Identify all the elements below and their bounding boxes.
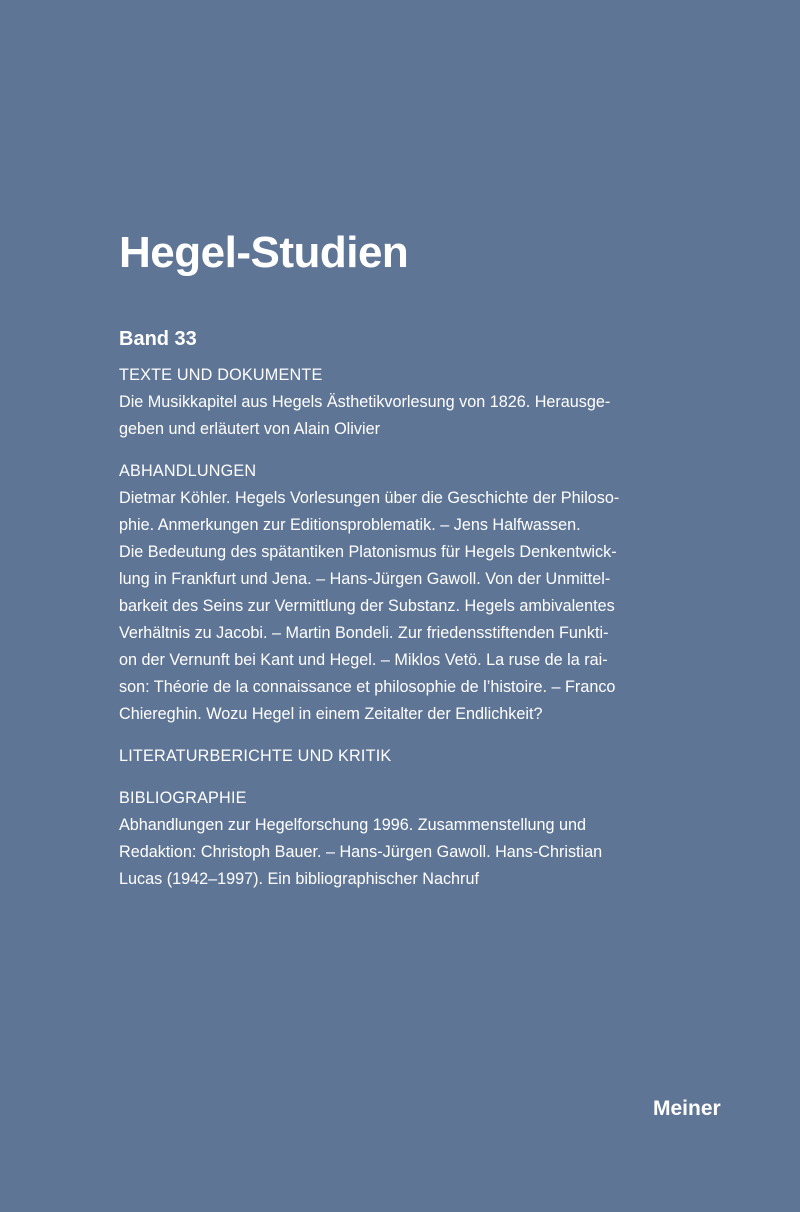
- content-line: Abhandlungen zur Hegelforschung 1996. Zusammenstellung und: [119, 816, 587, 834]
- section-heading: BIBLIOGRAPHIE: [119, 789, 247, 807]
- section-literaturberichte: [119, 743, 679, 770]
- content-line: son: Théorie de la connaissance et philosophie de l’histoire. – Franco: [119, 678, 616, 696]
- content-line: Dietmar Köhler. Hegels Vorlesungen über die Geschichte der Philoso-: [119, 489, 620, 507]
- table-of-contents: [119, 362, 679, 908]
- content-line: on der Vernunft bei Kant und Hegel. – Miklos Vetö. La ruse de la rai-: [119, 651, 608, 669]
- section-texte-und-dokumente: [119, 362, 679, 443]
- publisher-logo: Meiner: [653, 1097, 721, 1120]
- content-line: Redaktion: Christoph Bauer. – Hans-Jürgen Gawoll. Hans-Christian: [119, 843, 603, 861]
- content-line: barkeit des Seins zur Vermittlung der Substanz. Hegels ambivalentes: [119, 597, 615, 615]
- content-line: Verhältnis zu Jacobi. – Martin Bondeli. Zur friedensstiftenden Funkti-: [119, 624, 609, 642]
- content-line: geben und erläutert von Alain Olivier: [119, 420, 380, 438]
- content-line: Lucas (1942–1997). Ein bibliographischer Nachruf: [119, 870, 479, 888]
- content-line: Die Bedeutung des spätantiken Platonismus für Hegels Denkentwick-: [119, 543, 617, 561]
- section-heading: LITERATURBERICHTE UND KRITIK: [119, 747, 392, 765]
- section-heading: ABHANDLUNGEN: [119, 462, 257, 480]
- section-heading: TEXTE UND DOKUMENTE: [119, 366, 323, 384]
- content-line: Die Musikkapitel aus Hegels Ästhetikvorlesung von 1826. Herausge-: [119, 393, 611, 411]
- section-bibliographie: [119, 785, 679, 893]
- content-line: lung in Frankfurt und Jena. – Hans-Jürgen Gawoll. Von der Unmittel-: [119, 570, 611, 588]
- volume-number: Band 33: [119, 328, 197, 350]
- content-line: Chiereghin. Wozu Hegel in einem Zeitalter der Endlichkeit?: [119, 705, 543, 723]
- section-abhandlungen: [119, 458, 679, 728]
- content-line: phie. Anmerkungen zur Editionsproblematik. – Jens Halfwassen.: [119, 516, 581, 534]
- cover-title: Hegel-Studien: [119, 228, 409, 277]
